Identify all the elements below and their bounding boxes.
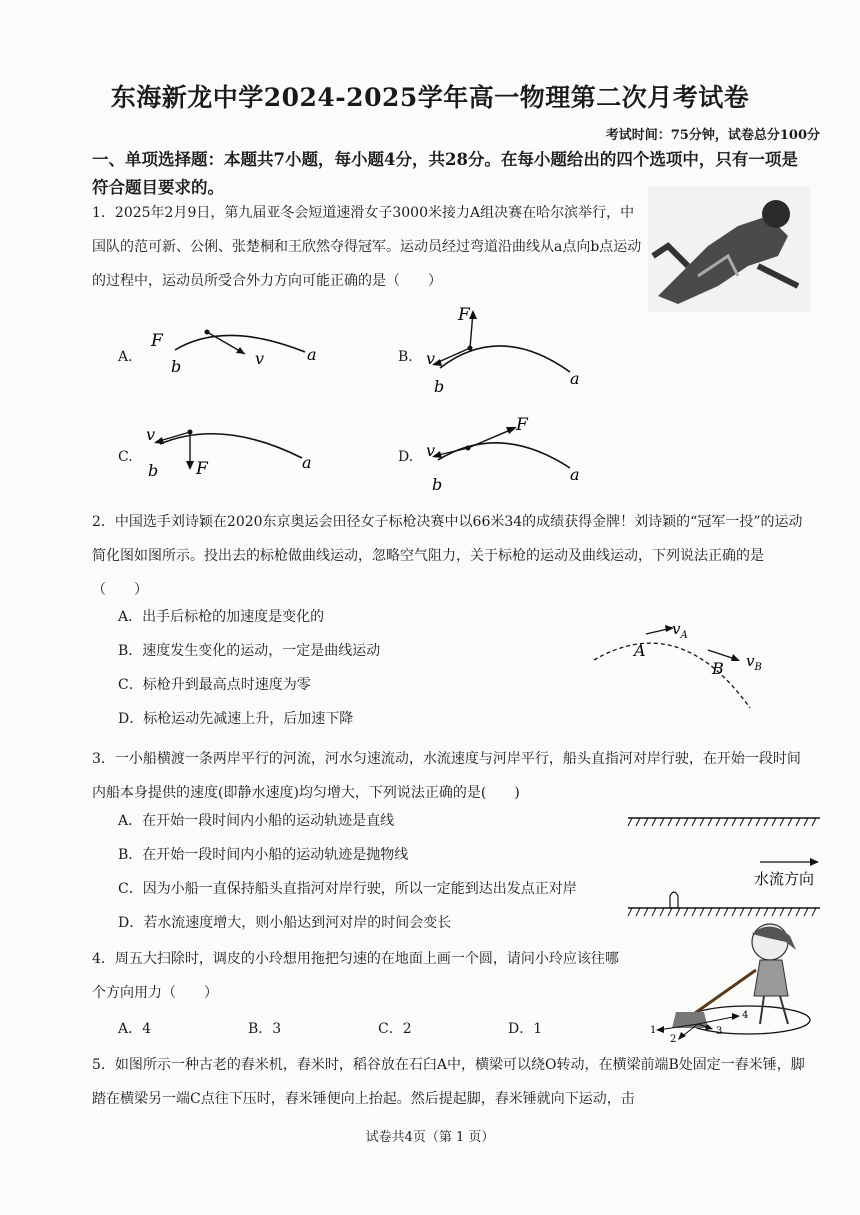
question-3-text: 3．一小船横渡一条两岸平行的河流，河水匀速流动，水流速度与河岸平行，船头直指河对岸行驶，在开始一段时间内船本身提供的速度(即静水速度)均匀增大，下列说法正确的是( ) [92, 751, 801, 801]
label-vA: v [672, 620, 681, 638]
q1-option-a: A. [118, 349, 133, 365]
direction-2-label: 2 [670, 1034, 677, 1044]
question-2-options [118, 600, 380, 736]
direction-3-label: 3 [716, 1026, 723, 1037]
label-a: a [570, 465, 580, 484]
page-title: 东海新龙中学2024-2025学年高一物理第二次月考试卷 [110, 83, 750, 112]
label-F: F [151, 331, 163, 351]
label-a: a [570, 369, 580, 388]
q3-option-d: D．若水流速度增大，则小船达到河对岸的时间会变长 [118, 915, 452, 931]
question-1-text: 1．2025年2月9日，第九届亚冬会短道速滑女子3000米接力A组决赛在哈尔滨举行，中国队的范可新、公俐、张楚桐和王欣然夺得冠军。运动员经过弯道沿曲线从a点向b点运动的过程中，运动员所受合外力方向可能正确的是（ ） [92, 205, 642, 289]
q1-diagram-c [142, 418, 327, 484]
q1-option-b: B. [398, 349, 413, 365]
river-crossing-figure [626, 810, 826, 920]
label-vB: v [746, 652, 755, 670]
exam-info: 考试时间：75分钟，试卷总分100分 [605, 128, 820, 143]
direction-4-label: 4 [742, 1010, 749, 1021]
label-b: b [434, 377, 445, 396]
q1-option-d: D. [398, 449, 414, 465]
label-B: B [712, 659, 724, 678]
label-A: A [634, 641, 646, 660]
question-4-options [118, 1012, 638, 1046]
label-a: a [302, 453, 312, 472]
q2-option-d: D．标枪运动先减速上升，后加速下降 [118, 711, 354, 727]
question-4-text: 4．周五大扫除时，调皮的小玲想用拖把匀速的在地面上画一个圆，请问小玲应该往哪个方向用力（ ） [92, 951, 619, 1001]
label-F: F [516, 415, 528, 435]
question-2-text: 2．中国选手刘诗颖在2020东京奥运会田径女子标枪决赛中以66米34的成绩获得金牌！刘诗颖的“冠军一投”的运动简化图如图所示。投出去的标枪做曲线运动，忽略空气阻力，关于标枪的运动及曲线运动，下列说法正确的是（ ） [92, 514, 803, 598]
label-F: F [196, 459, 208, 479]
q3-option-b: B．在开始一段时间内小船的运动轨迹是抛物线 [118, 847, 409, 863]
javelin-trajectory-figure [590, 612, 790, 712]
label-v: v [426, 441, 436, 460]
section-heading: 一、单项选择题：本题共7小题，每小题4分，共28分。在每小题给出的四个选项中，只有一项是符合题目要求的。 [92, 150, 798, 197]
q2-option-a: A．出手后标枪的加速度是变化的 [118, 609, 325, 625]
direction-1-label: 1 [650, 1025, 657, 1036]
q1-option-c: C. [118, 449, 133, 465]
label-a: a [307, 345, 317, 364]
label-b: b [148, 461, 159, 480]
label-vB-sub: B [754, 662, 762, 673]
label-F: F [458, 305, 470, 325]
label-b: b [171, 357, 182, 376]
label-vA-sub: A [680, 630, 688, 641]
svg-text:vB [746, 652, 762, 673]
svg-text:vA [672, 620, 688, 641]
page-footer: 试卷共4页（第 1 页） [365, 1130, 495, 1145]
q3-option-a: A．在开始一段时间内小船的运动轨迹是直线 [118, 813, 395, 829]
flow-direction-label: 水流方向 [754, 870, 815, 888]
mopping-girl-figure [648, 920, 820, 1044]
label-v: v [255, 349, 265, 368]
question-3-options [118, 804, 577, 940]
q4-option-c: C．2 [378, 1021, 412, 1037]
q2-option-c: C．标枪升到最高点时速度为零 [118, 677, 311, 693]
q1-diagram-a [145, 322, 330, 382]
q1-diagram-b [420, 302, 590, 398]
q1-diagram-d [420, 412, 590, 494]
q4-option-d: D．1 [508, 1021, 543, 1037]
q4-option-b: B．3 [248, 1021, 282, 1037]
q4-option-a: A．4 [118, 1021, 152, 1037]
q2-option-b: B．速度发生变化的运动，一定是曲线运动 [118, 643, 381, 659]
label-v: v [146, 425, 156, 444]
label-v: v [426, 349, 436, 368]
label-b: b [432, 475, 443, 494]
question-5-text: 5．如图所示一种古老的舂米机，舂米时，稻谷放在石臼A中，横梁可以绕O转动，在横梁前端B处固定一舂米锤，脚踏在横梁另一端C点往下压时，舂米锤便向上抬起。然后提起脚，舂米锤就向下运动，击 [92, 1057, 805, 1107]
speed-skater-photo [648, 186, 810, 312]
q3-option-c: C．因为小船一直保持船头直指河对岸行驶，所以一定能到达出发点正对岸 [118, 881, 577, 897]
